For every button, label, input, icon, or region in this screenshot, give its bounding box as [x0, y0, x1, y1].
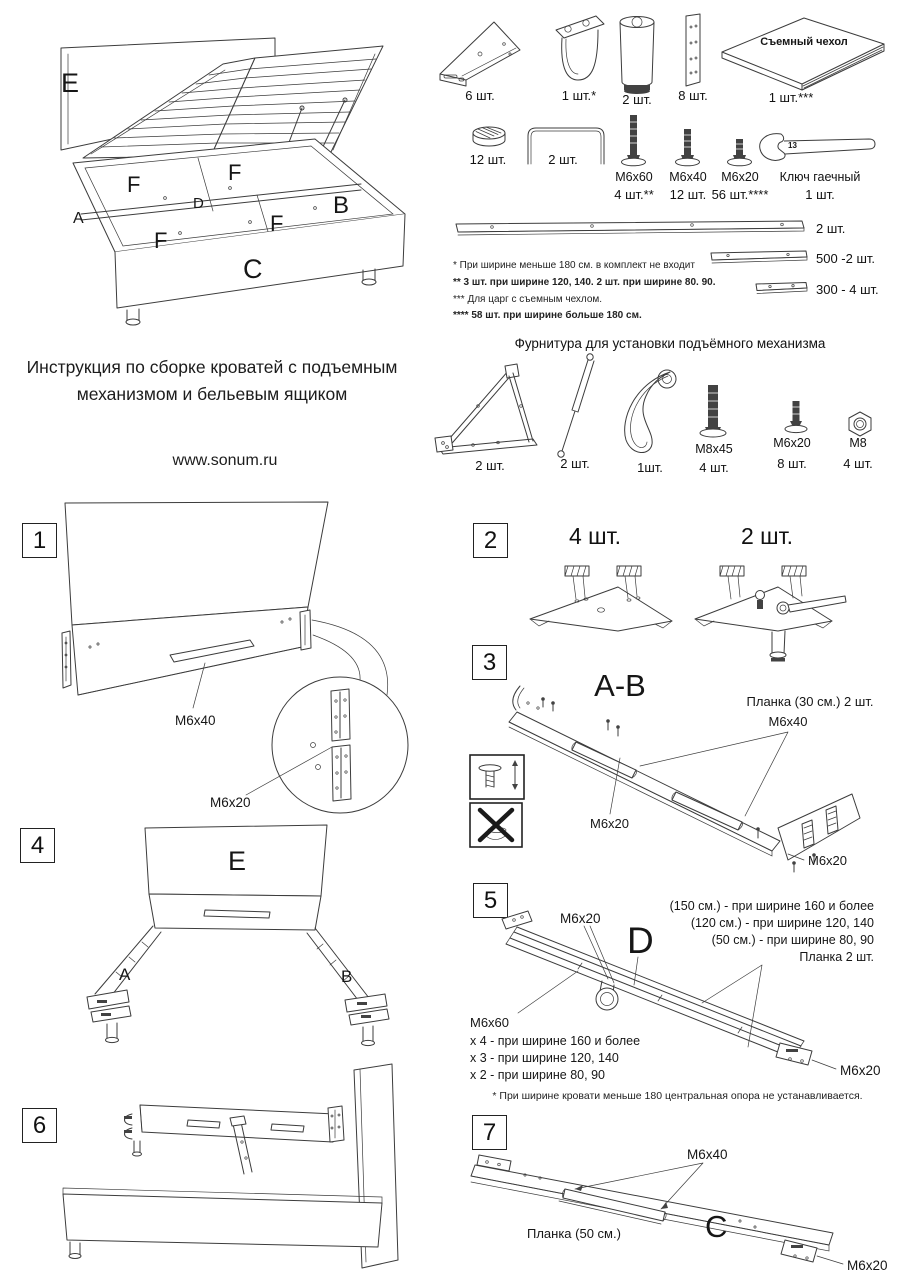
- overview-letter-f2: F: [228, 160, 242, 185]
- slat-medium-qty: 500 -2 шт.: [816, 251, 876, 266]
- felt-pad-qty: 12 шт.: [469, 152, 507, 167]
- step5-bolt-note-2: x 3 - при ширине 120, 140: [470, 1051, 619, 1065]
- step3-m6x20-mid-label: M6x20: [590, 816, 630, 831]
- website-url: www.sonum.ru: [172, 452, 278, 469]
- step-3-number: 3: [472, 645, 507, 680]
- bolt-m8x45-size: M8x45: [695, 442, 733, 456]
- wrench-size-mark: 13: [788, 141, 797, 150]
- bolt-m6x20-icon: [724, 136, 755, 168]
- lift-mechanism-qty: 2 шт.: [475, 458, 505, 473]
- step5-size-note-1: (150 см.) - при ширине 160 и более: [669, 899, 874, 913]
- step3-m6x20-end-label: M6x20: [808, 853, 848, 868]
- nut-m8-size: M8: [849, 436, 867, 450]
- overview-letter-d: D: [193, 195, 204, 212]
- slat-medium-icon: [708, 249, 812, 265]
- step5-bolt-title: M6x60: [470, 1015, 510, 1030]
- gas-strut-icon: [550, 350, 600, 460]
- step-4-number: 4: [20, 828, 55, 863]
- step5-footnote: * При ширине кровати меньше 180 центральная опора не устанавливается.: [492, 1090, 863, 1102]
- removable-cover-label: Съемный чехол: [760, 36, 848, 48]
- step-4-diagram: [25, 822, 405, 1090]
- felt-pad-icon: [468, 122, 510, 152]
- step-1-number: 1: [22, 523, 57, 558]
- removable-cover-qty: 1 шт.***: [768, 90, 814, 105]
- step-7-number: 7: [472, 1115, 507, 1150]
- step2-qty-left: 4 шт.: [568, 523, 621, 549]
- u-bracket-qty: 2 шт.: [548, 152, 578, 167]
- center-leg-bracket-icon: [550, 10, 608, 88]
- step4-letter-a: A: [119, 965, 131, 984]
- footnote-4: **** 58 шт. при ширине больше 180 см.: [453, 310, 642, 321]
- step-2-number: 2: [473, 523, 508, 558]
- nut-m8-icon: [845, 410, 875, 438]
- mounting-plate-icon: [678, 10, 708, 88]
- step-7-diagram: [455, 1145, 900, 1280]
- step5-bolt-note-3: x 2 - при ширине 80, 90: [470, 1068, 605, 1082]
- bolt-m6x20-mech-size: M6x20: [773, 436, 811, 450]
- nut-m8-qty: 4 шт.: [843, 456, 873, 471]
- slat-long-icon: [452, 219, 810, 237]
- step5-bolt-note-1: x 4 - при ширине 160 и более: [470, 1034, 641, 1048]
- step5-letter-d: D: [627, 920, 654, 961]
- bolt-m6x60-qty: 4 шт.**: [614, 187, 654, 202]
- step-6-number: 6: [22, 1108, 57, 1143]
- strap-icon: [606, 358, 688, 460]
- step7-plank-label: Планка (50 см.): [527, 1226, 621, 1241]
- corner-bracket-qty: 6 шт.: [465, 88, 495, 103]
- step4-letter-b: B: [341, 967, 353, 986]
- bolt-m6x40-size: M6x40: [669, 170, 707, 184]
- step3-plank-label: Планка (30 см.) 2 шт.: [746, 694, 874, 709]
- wrench-icon: [755, 128, 877, 164]
- overview-letter-f3: F: [154, 228, 168, 253]
- wrench-qty: 1 шт.: [805, 187, 835, 202]
- step5-m6x20-bottom-label: M6x20: [840, 1063, 881, 1078]
- slat-short-qty: 300 - 4 шт.: [816, 282, 879, 297]
- step5-size-note-2: (120 см.) - при ширине 120, 140: [690, 916, 874, 930]
- step-6-diagram: [20, 1062, 420, 1280]
- bolt-m8x45-icon: [696, 382, 730, 440]
- document-title: [8, 354, 416, 408]
- overview-letter-a: A: [73, 210, 84, 227]
- bed-overview-diagram: [15, 8, 440, 340]
- bolt-m8x45-qty: 4 шт.: [699, 460, 729, 475]
- bolt-m6x20-mech-icon: [782, 398, 810, 436]
- step-5-number: 5: [473, 883, 508, 918]
- footnote-2: ** 3 шт. при ширине 120, 140. 2 шт. при ширине 80. 90.: [453, 277, 716, 288]
- step5-size-note-3: (50 см.) - при ширине 80, 90: [711, 933, 874, 947]
- overview-letter-f4: F: [270, 211, 284, 236]
- bolt-m6x60-icon: [618, 112, 649, 168]
- step3-m6x40-label: M6x40: [768, 714, 808, 729]
- step7-m6x20-label: M6x20: [847, 1258, 888, 1273]
- bolt-m6x40-icon: [672, 126, 703, 168]
- footnote-1: * При ширине меньше 180 см. в комплект не входит: [453, 260, 695, 271]
- mechanism-section-title: Фурнитура для установки подъёмного механизма: [514, 336, 826, 351]
- step4-letter-e: E: [228, 846, 247, 876]
- step5-size-note-4: Планка 2 шт.: [799, 950, 874, 964]
- step1-m6x20-label: M6x20: [210, 795, 251, 810]
- step-1-diagram: [50, 495, 420, 817]
- step-3-diagram: [458, 648, 898, 876]
- slat-long-qty: 2 шт.: [816, 221, 846, 236]
- bolt-m6x20-size: M6x20: [721, 170, 759, 184]
- bolt-m6x20-mech-qty: 8 шт.: [777, 456, 807, 471]
- overview-letter-f1: F: [127, 172, 141, 197]
- step7-m6x40-label: M6x40: [687, 1147, 728, 1162]
- step7-letter-c: C: [705, 1209, 728, 1244]
- document-title-line2: механизмом и бельевым ящиком: [76, 384, 348, 404]
- bolt-m6x40-qty: 12 шт.: [669, 187, 707, 202]
- strap-qty: 1шт.: [637, 460, 663, 475]
- bolt-m6x60-size: M6x60: [615, 170, 653, 184]
- lift-mechanism-icon: [433, 356, 555, 458]
- bolt-m6x20-qty: 56 шт.****: [711, 187, 769, 202]
- gas-strut-qty: 2 шт.: [560, 456, 590, 471]
- overview-letter-c: C: [243, 254, 263, 284]
- footnote-3: *** Для царг с съемным чехлом.: [453, 294, 603, 305]
- leg-qty: 2 шт.: [622, 92, 652, 107]
- corner-bracket-icon: [432, 14, 532, 88]
- mounting-plate-qty: 8 шт.: [678, 88, 708, 103]
- step-5-diagram: [462, 893, 890, 1088]
- step-2-bracket-diagram: [525, 562, 677, 642]
- step3-title: A-B: [594, 668, 646, 703]
- overview-letter-e: E: [61, 68, 80, 98]
- document-title-line1: Инструкция по сборке кроватей с подъемным: [26, 357, 398, 377]
- slat-short-icon: [753, 280, 811, 295]
- wrench-label: Ключ гаечный: [779, 170, 861, 184]
- step2-qty-right: 2 шт.: [740, 523, 793, 549]
- removable-cover-icon: [716, 8, 892, 90]
- leg-icon: [614, 12, 660, 96]
- step5-m6x20-top-label: M6x20: [560, 911, 601, 926]
- center-leg-bracket-qty: 1 шт.*: [561, 88, 597, 103]
- overview-letter-b: B: [333, 192, 350, 219]
- step1-m6x40-label: M6x40: [175, 713, 216, 728]
